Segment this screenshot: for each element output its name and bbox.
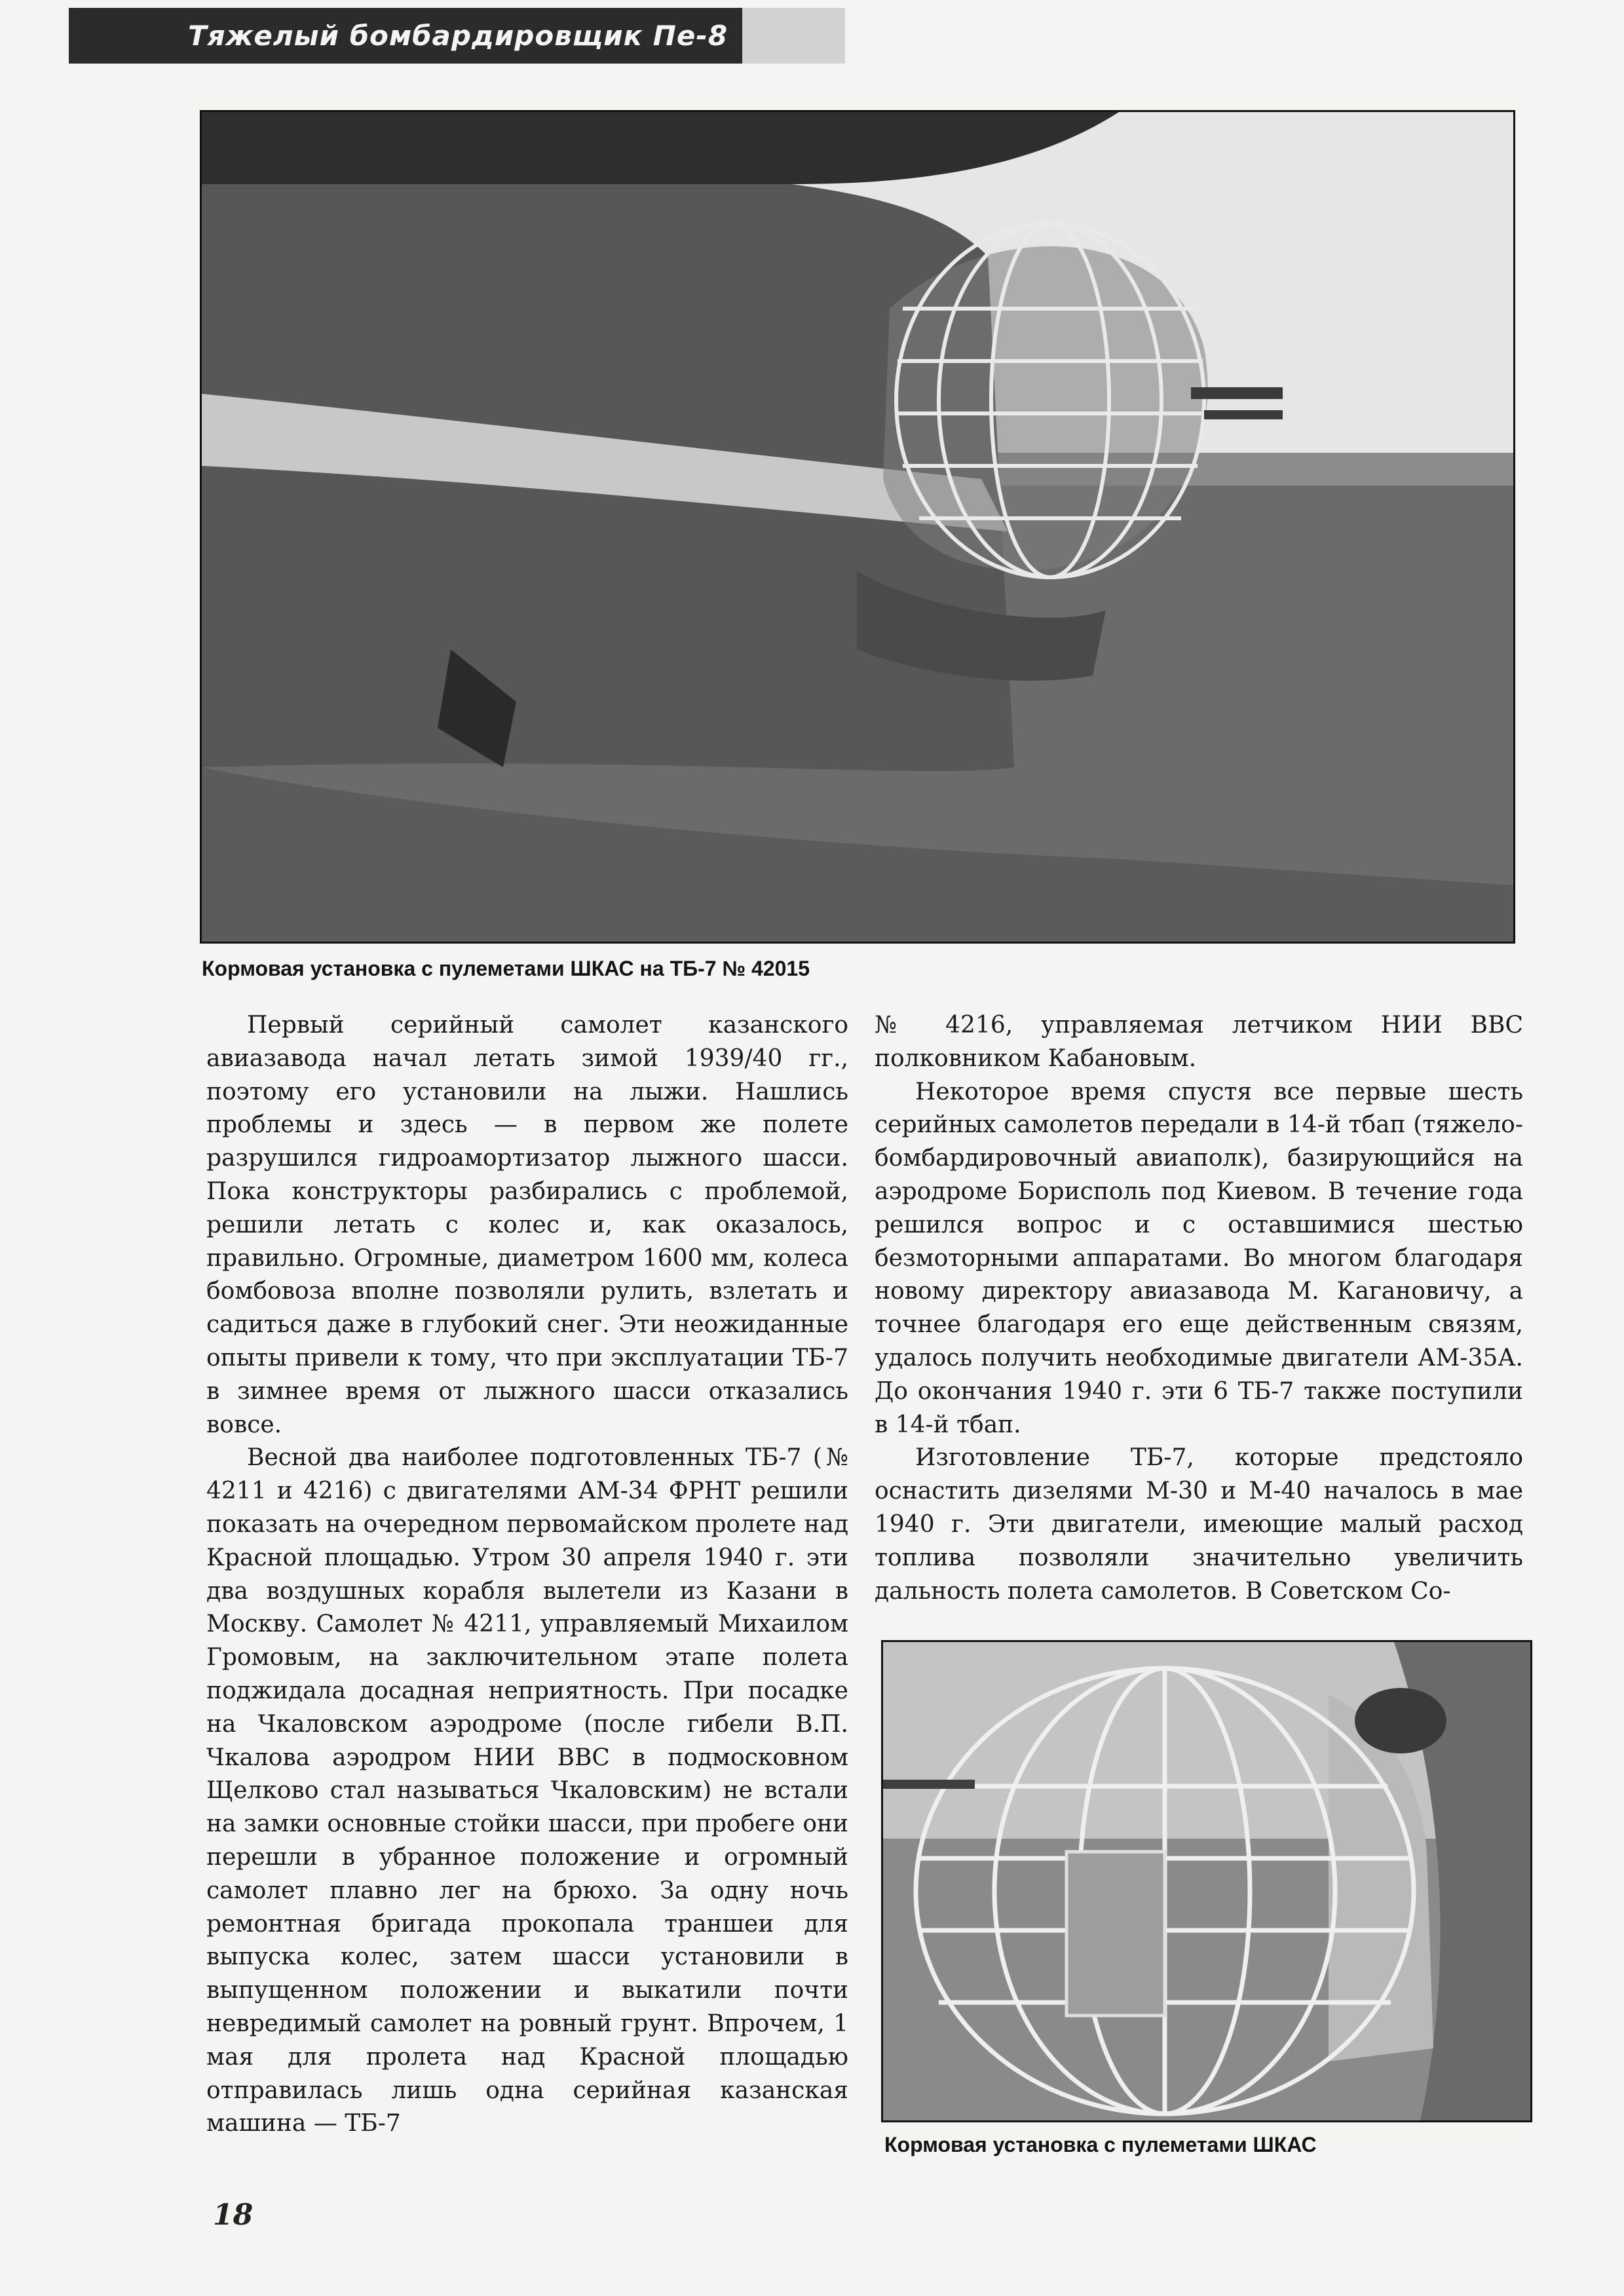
photo-2-illustration [883, 1642, 1530, 2120]
page-number: 18 [213, 2198, 254, 2232]
photo-turret-gunner [881, 1640, 1532, 2122]
text-column-left [206, 1009, 848, 2141]
running-header [69, 8, 845, 64]
photo-tail-turret-tb7 [200, 110, 1515, 944]
paragraph: Весной два наиболее подготовленных ТБ-7 (№ 4211 и 4216) с двигателями АМ-34 ФРНТ решили показать на очередном первомайском пролете над Красной площадью. Утром 30 апреля 1940 г. эти два воздушных корабля вылетели из Казани в Москву. Самолет № 4211, управляемый Михаилом Громовым, на заключительном этапе полета поджидала досадная неприятность. При посадке на Чкаловском аэродроме (после гибели В.П. Чкалова аэродром НИИ ВВС в подмосковном Щелково стал называться Чкаловским) не встали на замки основные стойки шасси, при пробеге они перешли в убранное положение и огромный самолет плавно лег на брюхо. За одну ночь ремонтная бригада прокопала траншеи для выпуска колес, затем шасси установили в выпущенном положении и выкатили почти невредимый самолет на ровный грунт. Впрочем, 1 мая для пролета над Красной площадью отправилась лишь одна серийная казанская машина — ТБ-7 [206, 1444, 848, 2137]
photo-2-caption: Кормовая установка с пулеметами ШКАС [884, 2133, 1317, 2156]
running-header-title: Тяжелый бомбардировщик Пе-8 [69, 8, 742, 64]
paragraph: Изготовление ТБ-7, которые предстояло оснастить дизелями М-30 и М-40 началось в мае 1940 г. Эти двигатели, имеющие малый расход топлива позволяли значительно увеличить дальность полета самолетов. В Советском Со- [875, 1444, 1523, 1605]
photo-1-illustration [202, 112, 1513, 942]
paragraph: Некоторое время спустя все первые шесть серийных самолетов передали в 14-й тбап (тяжело-бомбардировочный авиаполк), базирующийся на аэродроме Борисполь под Киевом. В течение года решился вопрос и с оставшимися шестью безмоторными аппаратами. Во многом благодаря новому директору авиазавода М. Кагановичу, а точнее благодаря его еще действенным связям, удалось получить необходимые двигатели АМ-35А. До окончания 1940 г. эти 6 ТБ-7 также поступили в 14-й тбап. [875, 1078, 1523, 1438]
photo-1-caption: Кормовая установка с пулеметами ШКАС на ТБ-7 № 42015 [202, 957, 810, 980]
text-column-right [875, 1009, 1523, 1608]
paragraph: Первый серийный самолет казанского авиазавода начал летать зимой 1939/40 гг., поэтому его установили на лыжи. Нашлись проблемы и здесь — в первом же полете разрушился гидроамортизатор лыжного шасси. Пока конструкторы разбирались с проблемой, решили летать с колес и, как оказалось, правильно. Огромные, диаметром 1600 мм, колеса бомбовоза вполне позволяли рулить, взлетать и садиться даже в глубокий снег. Эти неожиданные опыты привели к тому, что при эксплуатации ТБ-7 в зимнее время от лыжного шасси отказались вовсе. [206, 1012, 848, 1438]
paragraph: № 4216, управляемая летчиком НИИ ВВС полковником Кабановым. [875, 1012, 1523, 1072]
